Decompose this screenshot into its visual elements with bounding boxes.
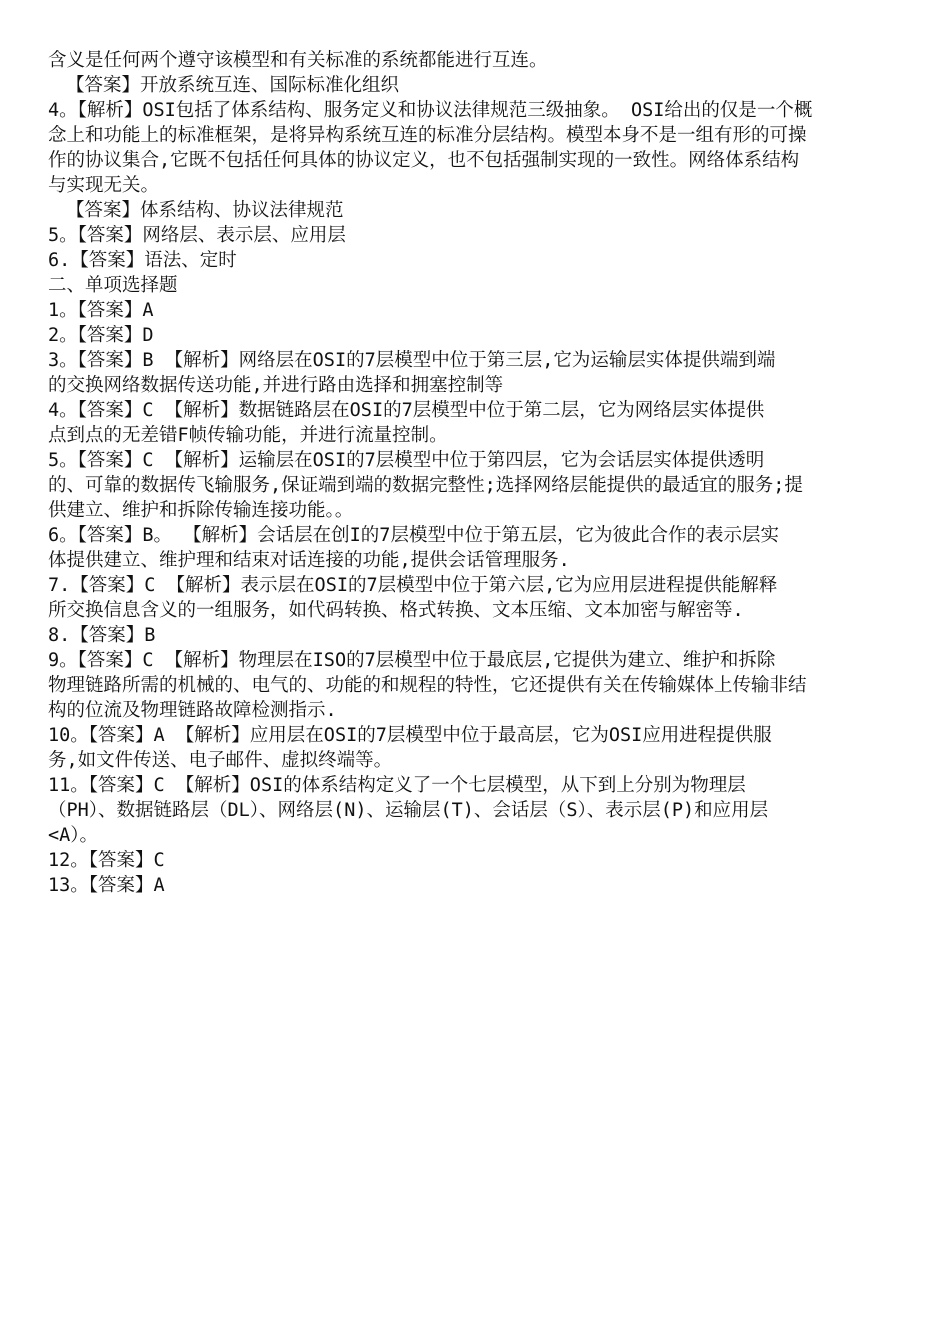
text-line: 务,如文件传送、电子邮件、虚拟终端等。 xyxy=(48,750,393,771)
text-line: 7.【答案】C 【解析】表示层在OSI的7层模型中位于第六层,它为应用层进程提供能解释 xyxy=(48,575,778,596)
text-line: 5。【答案】C 【解析】运输层在OSI的7层模型中位于第四层，它为会话层实体提供透明 xyxy=(48,450,765,471)
text-line: 4。【解析】OSI包括了体系结构、服务定义和协议法律规范三级抽象。 OSI给出的仅是一个概 xyxy=(48,100,813,121)
text-line: 体提供建立、维护理和结束对话连接的功能,提供会话管理服务. xyxy=(48,550,570,571)
text-line: 9。【答案】C 【解析】物理层在ISO的7层模型中位于最底层,它提供为建立、维护和拆除 xyxy=(48,650,776,671)
answer-line: 【答案】开放系统互连、国际标准化组织 xyxy=(66,75,400,96)
text-line: 物理链路所需的机械的、电气的、功能的和规程的特性，它还提供有关在传输媒体上传输非结 xyxy=(48,675,807,696)
text-line: 6。【答案】B。 【解析】会话层在创I的7层模型中位于第五层，它为彼此合作的表示层实 xyxy=(48,525,779,546)
text-line: 构的位流及物理链路故障检测指示. xyxy=(48,700,337,721)
text-line: 点到点的无差错F帧传输功能，并进行流量控制。 xyxy=(48,425,448,446)
section-heading: 二、单项选择题 xyxy=(48,275,178,296)
text-line: 2。【答案】D xyxy=(48,325,154,346)
text-line: 4。【答案】C 【解析】数据链路层在OSI的7层模型中位于第二层，它为网络层实体提供 xyxy=(48,400,765,421)
text-line: <A）。 xyxy=(48,825,99,846)
text-line: 所交换信息含义的一组服务，如代码转换、格式转换、文本压缩、文本加密与解密等. xyxy=(48,600,744,621)
text-line: 13。【答案】A xyxy=(48,875,165,896)
text-line: 供建立、维护和拆除传输连接功能。。 xyxy=(48,500,354,521)
text-line: 1。【答案】A xyxy=(48,300,154,321)
text-line: 含义是任何两个遵守该模型和有关标准的系统都能进行互连。 xyxy=(48,50,548,71)
text-line: （PH）、数据链路层（DL）、网络层(N)、运输层(T)、会话层（S）、表示层(P)和应用层 xyxy=(48,800,769,821)
document-body xyxy=(48,48,906,898)
text-line: 3。【答案】B 【解析】网络层在OSI的7层模型中位于第三层,它为运输层实体提供端到端 xyxy=(48,350,776,371)
text-line: 与实现无关。 xyxy=(48,175,160,196)
text-line: 8.【答案】B xyxy=(48,625,156,646)
text-line: 6.【答案】语法、定时 xyxy=(48,250,237,271)
text-line: 作的协议集合,它既不包括任何具体的协议定义，也不包括强制实现的一致性。网络体系结构 xyxy=(48,150,800,171)
text-line: 念上和功能上的标准框架，是将异构系统互连的标准分层结构。模型本身不是一组有形的可操 xyxy=(48,125,807,146)
text-line: 5。【答案】网络层、表示层、应用层 xyxy=(48,225,346,246)
text-line: 的交换网络数据传送功能,并进行路由选择和拥塞控制等 xyxy=(48,375,504,396)
text-line: 的、可靠的数据传飞输服务,保证端到端的数据完整性;选择网络层能提供的最适宜的服务;提 xyxy=(48,475,803,496)
text-line: 10。【答案】A 【解析】应用层在OSI的7层模型中位于最高层，它为OSI应用进程提供服 xyxy=(48,725,772,746)
answer-line: 【答案】体系结构、协议法律规范 xyxy=(66,200,344,221)
text-line: 11。【答案】C 【解析】OSI的体系结构定义了一个七层模型，从下到上分别为物理层 xyxy=(48,775,746,796)
text-line: 12。【答案】C xyxy=(48,850,165,871)
